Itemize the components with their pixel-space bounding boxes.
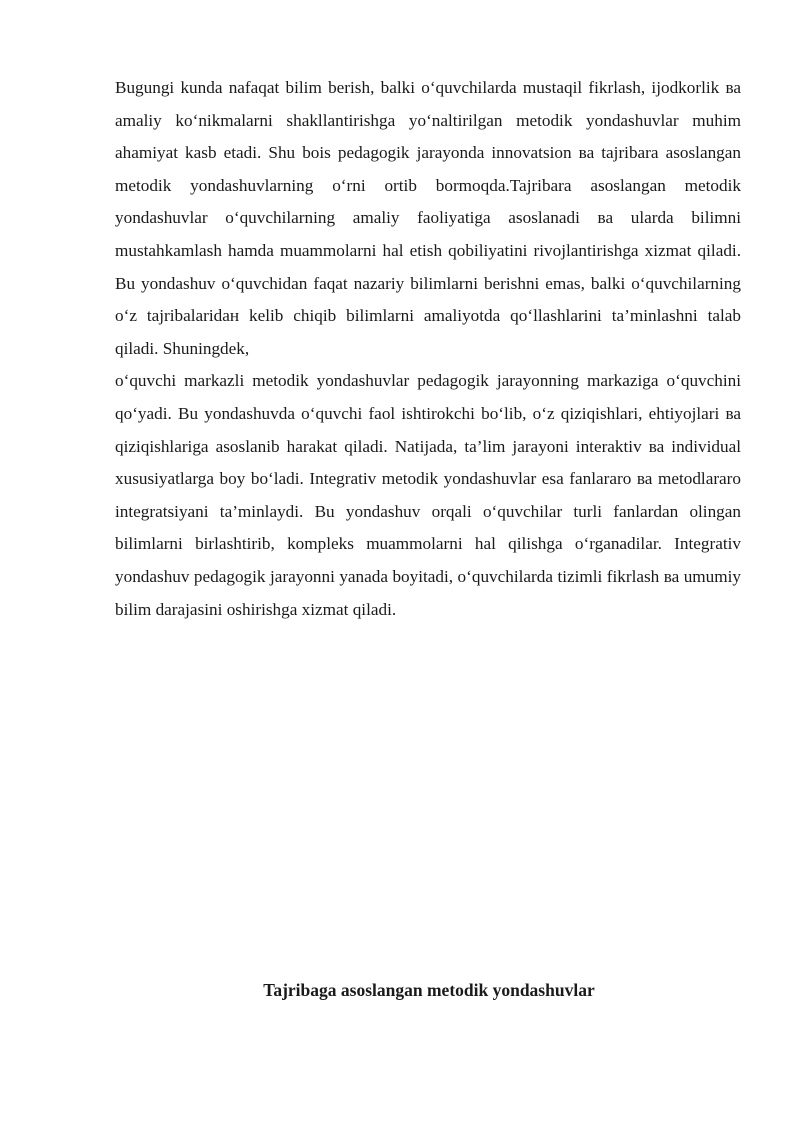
paragraph-1: Bugungi kunda nafaqat bilim berish, balki o‘quvchilarda mustaqil fikrlash, ijodkorlik ва amaliy ko‘nikmalarni shakllantirishga yo‘naltirilgan metodik yondashuvlar muhim ahamiyat kasb etadi. Shu bois pedagogik jarayonda innovatsion ва tajribara asoslangan metodik yondashuvlarning o‘rni ortib bormoqda.Tajribara asoslangan metodik yondashuvlar o‘quvchilarning amaliy faoliyatiga asoslanadi ва ularda bilimni mustahkamlash hamda muammolarni hal etish qobiliyatini rivojlantirishga xizmat qiladi. Bu yondashuv o‘quvchidan faqat nazariy bilimlarni berishni emas, balki o‘quvchilarning o‘z tajribalaridан kelib chiqib bilimlarni amaliyotda qo‘llashlarini ta’minlashni talab qiladi. Shuningdek, (115, 78, 741, 358)
section-heading: Tajribaga asoslangan metodik yondashuvlar (263, 980, 595, 1000)
body-text (115, 72, 741, 626)
paragraph-2: o‘quvchi markazli metodik yondashuvlar pedagogik jarayonning markaziga o‘quvchini qo‘yadi. Bu yondashuvda o‘quvchi faol ishtirokchi bo‘lib, o‘z qiziqishlari, ehtiyojlari ва qiziqishlariga asoslanib harakat qiladi. Natijada, ta’lim jarayoni interaktiv ва individual xususiyatlarga boy bo‘ladi. Integrativ metodik yondashuvlar esa fanlararo ва metodlararo integratsiyani ta’minlaydi. Bu yondashuv orqali o‘quvchilar turli fanlardan olingan bilimlarni birlashtirib, kompleks muammolarni hal qilishga o‘rganadilar. Integrativ yondashuv pedagogik jarayonni yanada boyitadi, o‘quvchilarda tizimli fikrlash ва umumiy bilim darajasini oshirishga xizmat qiladi. (115, 371, 741, 619)
